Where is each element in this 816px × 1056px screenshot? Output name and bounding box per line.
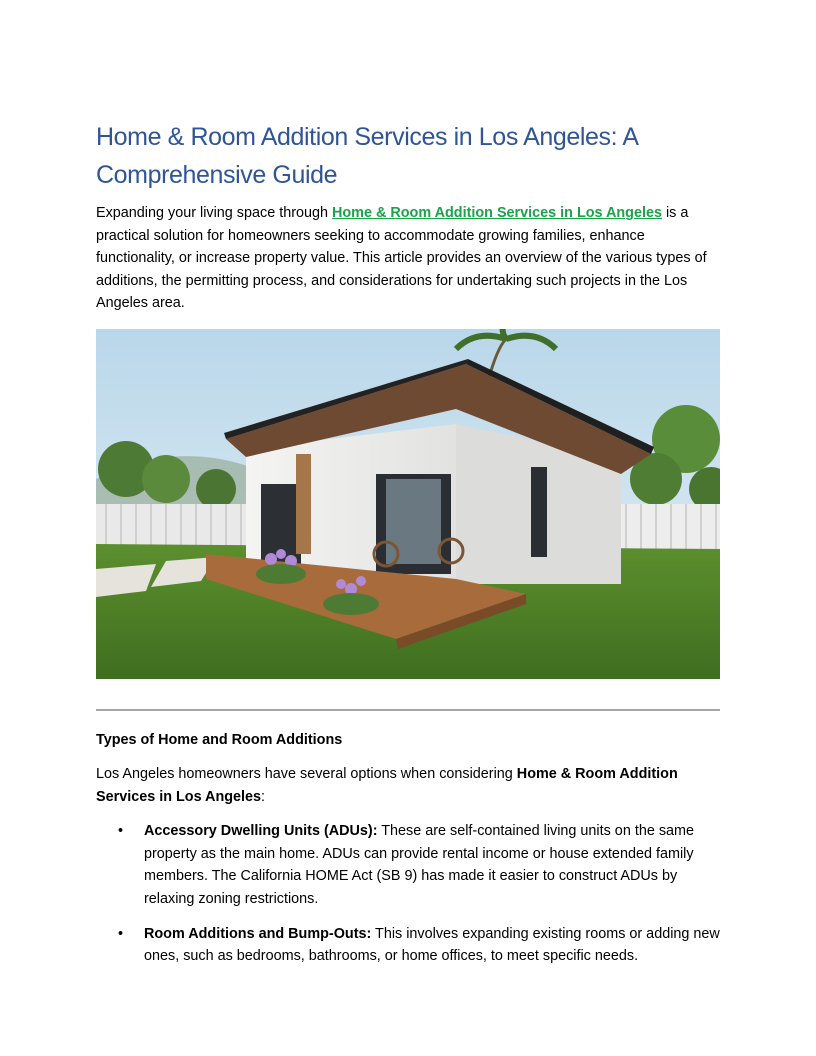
list-item-text: This involves expanding existing rooms or adding new ones, such as bedrooms, bathrooms, or home offices, to meet specific needs.: [144, 925, 720, 965]
house-photo-image: [96, 329, 720, 679]
lead-text-before: Los Angeles homeowners have several options when considering: [96, 765, 517, 782]
section-lead-paragraph: [96, 763, 720, 808]
additions-list: [96, 820, 720, 968]
intro-text-after: is a practical solution for homeowners seeking to accommodate growing families, enhance functionality, or increase property value. This article provides an overview of the various types of additions, the permitting process, and considerations for undertaking such projects in the Los Angeles area.: [96, 205, 707, 312]
lead-bold-text: Home & Room Addition Services in Los Angeles: [96, 765, 678, 805]
lead-text-after: :: [261, 788, 266, 805]
document-page: [96, 118, 720, 980]
section-divider: [96, 709, 720, 711]
list-item: [118, 820, 720, 910]
section-heading: Types of Home and Room Additions: [96, 731, 343, 748]
home-room-addition-link[interactable]: Home & Room Addition Services in Los Angeles: [332, 205, 662, 221]
bullet-icon: •: [118, 823, 124, 840]
bullet-icon: •: [118, 925, 124, 942]
list-item: [118, 923, 720, 968]
page-title: Home & Room Addition Services in Los Angeles: A Comprehensive Guide: [96, 123, 638, 189]
intro-paragraph: [96, 202, 720, 315]
list-item-text: These are self-contained living units on the same property as the main home. ADUs can provide rental income or house extended family members. The California HOME Act (SB 9) has made it easier to construct ADUs by relaxing zoning restrictions.: [144, 823, 695, 907]
list-item-term: Accessory Dwelling Units (ADUs):: [144, 823, 378, 840]
list-item-term: Room Additions and Bump-Outs:: [144, 925, 372, 942]
intro-text-before: Expanding your living space through: [96, 205, 332, 221]
